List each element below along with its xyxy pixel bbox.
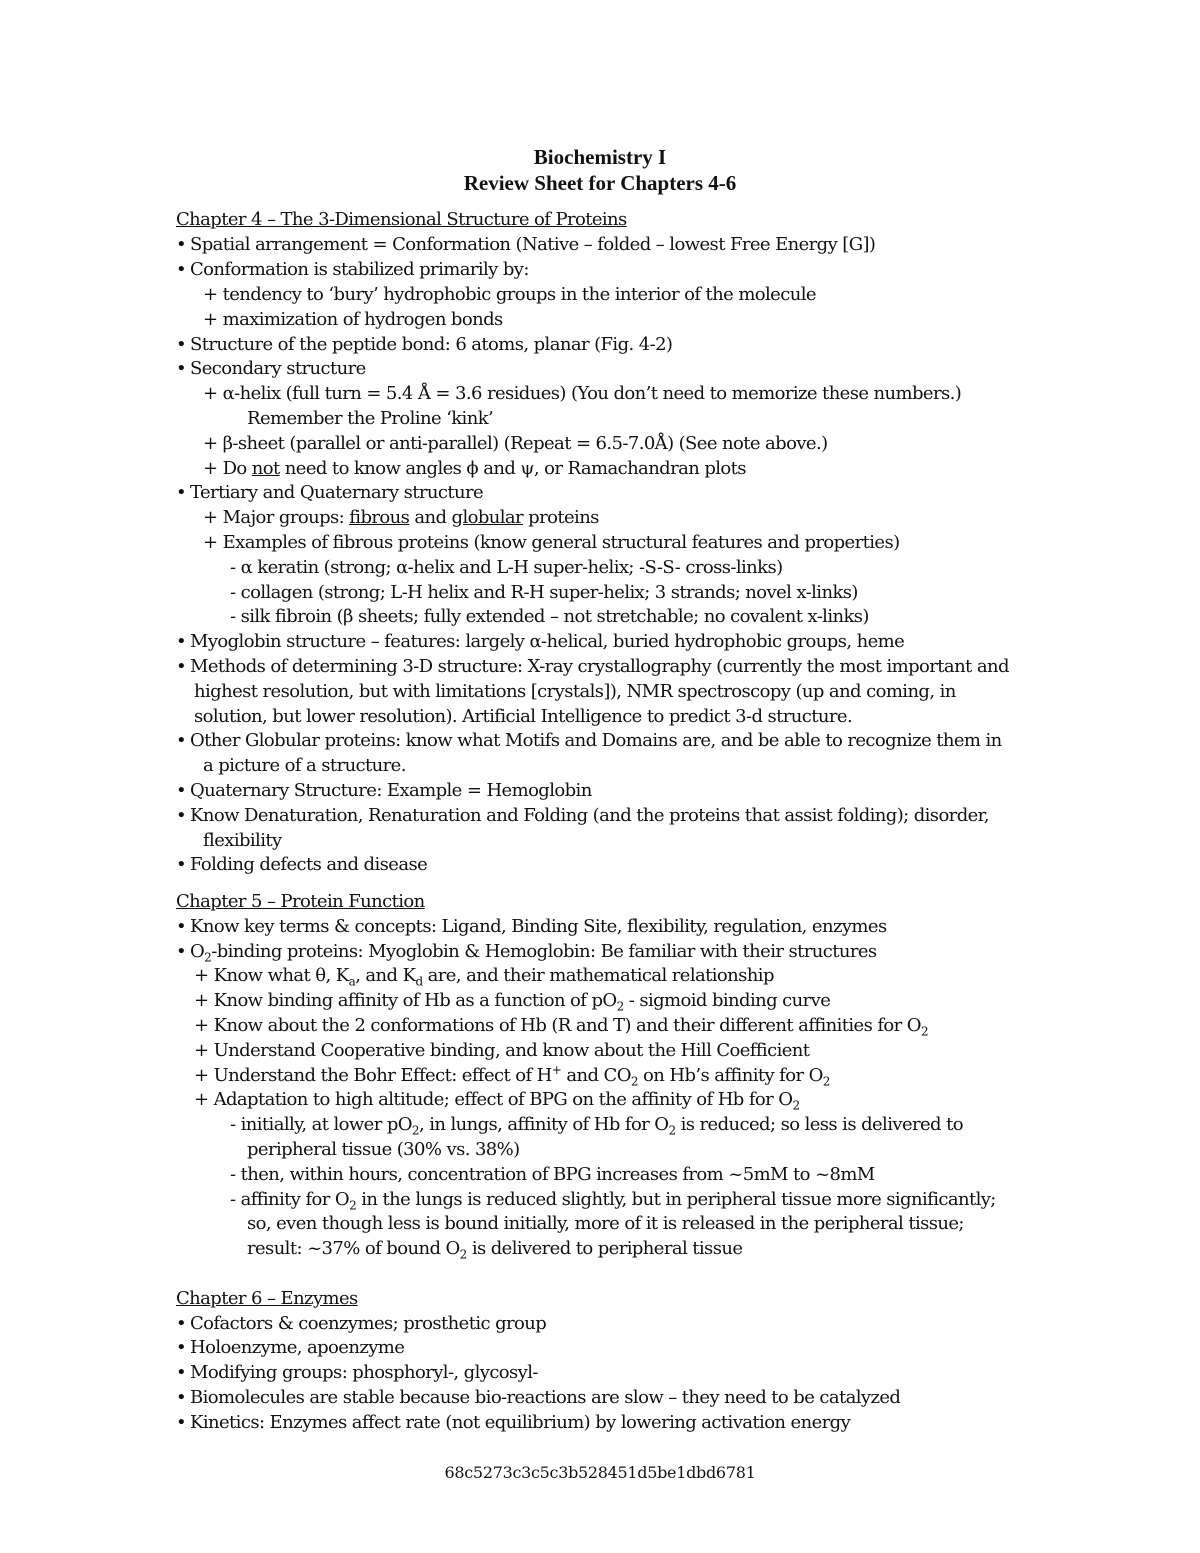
list-item: • Holoenzyme, apoenzyme (176, 1337, 405, 1358)
document-subtitle: Review Sheet for Chapters 4-6 (463, 171, 737, 195)
list-item: • Secondary structure (176, 358, 366, 379)
bullet-icon: • (176, 1412, 187, 1433)
list-item: • Conformation is stabilized primarily by: (176, 259, 529, 280)
list-item-continuation: flexibility (203, 830, 282, 851)
sub-sub-item-continuation: peripheral tissue (30% vs. 38%) (247, 1139, 520, 1160)
bullet-icon: • (176, 631, 187, 652)
bullet-icon: • (176, 730, 187, 751)
bullet-icon: • (176, 1337, 187, 1358)
bullet-icon: • (176, 334, 187, 355)
sub-item: + Know what θ, $K_a$, and $K_d$ are, and their mathematical relationship (194, 965, 774, 989)
list-item: • Know Denaturation, Renaturation and Folding (and the proteins that assist folding); disorder, (176, 805, 989, 826)
sub-sub-item-continuation: so, even though less is bound initially, more of it is released in the peripheral tissue; (247, 1213, 964, 1234)
sub-item: + Adaptation to high altitude; effect of BPG on the affinity of Hb for $O_2$ (194, 1089, 800, 1113)
sub-sub-item: - collagen (strong; L-H helix and R-H super-helix; 3 strands; novel x-links) (230, 582, 858, 603)
sub-sub-item: - α keratin (strong; α-helix and L-H super-helix; -S-S- cross-links) (230, 557, 783, 578)
list-item: • Biomolecules are stable because bio-reactions are slow – they need to be catalyzed (176, 1387, 901, 1408)
bullet-icon: • (176, 854, 187, 875)
list-item: • Quaternary Structure: Example = Hemoglobin (176, 780, 592, 801)
chapter-4-heading: Chapter 4 – The 3-Dimensional Structure of Proteins (176, 209, 627, 230)
list-item: • Other Globular proteins: know what Motifs and Domains are, and be able to recognize them in (176, 730, 1002, 751)
sub-sub-item: - affinity for $O_2$ in the lungs is reduced slightly, but in peripheral tissue more significantly; (230, 1189, 996, 1213)
sub-item: + Understand Cooperative binding, and know about the Hill Coefficient (194, 1040, 810, 1061)
sub-item: + β-sheet (parallel or anti-parallel) (Repeat = 6.5-7.0Å) (See note above.) (203, 433, 828, 454)
bullet-icon: • (176, 780, 187, 801)
list-item-continuation: highest resolution, but with limitations [crystals]), NMR spectroscopy (up and coming, in (194, 681, 956, 702)
list-item: • Methods of determining 3-D structure: X-ray crystallography (currently the most important and (176, 656, 1009, 677)
document-title: Biochemistry I (533, 145, 667, 169)
list-item: • Kinetics: Enzymes affect rate (not equilibrium) by lowering activation energy (176, 1412, 851, 1433)
bullet-icon: • (176, 916, 187, 937)
sub-sub-item: - silk fibroin (β sheets; fully extended – not stretchable; no covalent x-links) (230, 606, 869, 627)
sub-item: + Major groups: fibrous and globular proteins (203, 507, 599, 528)
sub-sub-item: - initially, at lower $pO_2$, in lungs, affinity of Hb for $O_2$ is reduced; so less is delivered to (230, 1114, 963, 1138)
sub-item: + tendency to ‘bury’ hydrophobic groups in the interior of the molecule (203, 284, 816, 305)
sub-item: + Do not need to know angles ϕ and ψ, or Ramachandran plots (203, 458, 746, 479)
list-item: • Tertiary and Quaternary structure (176, 482, 484, 503)
sub-sub-item: - then, within hours, concentration of BPG increases from ~5mM to ~8mM (230, 1164, 875, 1185)
list-item-continuation: a picture of a structure. (203, 755, 406, 776)
sub-item: + Know about the 2 conformations of Hb (R and T) and their different affinities for $O_2$ (194, 1015, 928, 1039)
bullet-icon: • (176, 234, 187, 255)
chapter-5-heading: Chapter 5 – Protein Function (176, 891, 425, 912)
list-item: • Modifying groups: phosphoryl-, glycosyl- (176, 1362, 538, 1383)
list-item: • Folding defects and disease (176, 854, 428, 875)
list-item-continuation: solution, but lower resolution). Artificial Intelligence to predict 3-d structure. (194, 706, 853, 727)
chapter-6-heading: Chapter 6 – Enzymes (176, 1288, 358, 1309)
sub-item: + α-helix (full turn = 5.4 Å = 3.6 residues) (You don’t need to memorize these numbers.) (203, 383, 962, 404)
sub-sub-item-continuation: result: ~37% of bound $O_2$ is delivered to peripheral tissue (247, 1238, 743, 1262)
sub-item: + maximization of hydrogen bonds (203, 309, 503, 330)
bullet-icon: • (176, 358, 187, 379)
sub-item-note: Remember the Proline ‘kink’ (247, 408, 494, 429)
list-item: • Know key terms & concepts: Ligand, Binding Site, flexibility, regulation, enzymes (176, 916, 887, 937)
list-item: • Myoglobin structure – features: largely α-helical, buried hydrophobic groups, heme (176, 631, 905, 652)
document-id: 68c5273c3c5c3b528451d5be1dbd6781 (444, 1463, 756, 1482)
bullet-icon: • (176, 1362, 187, 1383)
bullet-icon: • (176, 482, 187, 503)
sub-item: + Understand the Bohr Effect: effect of H+ and $CO_2$ on Hb’s affinity for $O_2$ (194, 1063, 830, 1089)
bullet-icon: • (176, 805, 187, 826)
bullet-icon: • (176, 1387, 187, 1408)
bullet-icon: • (176, 259, 187, 280)
bullet-icon: • (176, 656, 187, 677)
list-item: • Spatial arrangement = Conformation (Native – folded – lowest Free Energy [G]) (176, 234, 876, 255)
bullet-icon: • (176, 941, 187, 962)
list-item: • $O_2$-binding proteins: Myoglobin & Hemoglobin: Be familiar with their structures (176, 941, 877, 965)
bullet-icon: • (176, 1313, 187, 1334)
sub-item: + Know binding affinity of Hb as a function of $pO_2$ - sigmoid binding curve (194, 990, 831, 1014)
list-item: • Cofactors & coenzymes; prosthetic group (176, 1313, 547, 1334)
list-item: • Structure of the peptide bond: 6 atoms, planar (Fig. 4-2) (176, 334, 673, 355)
sub-item: + Examples of fibrous proteins (know general structural features and properties) (203, 532, 900, 553)
